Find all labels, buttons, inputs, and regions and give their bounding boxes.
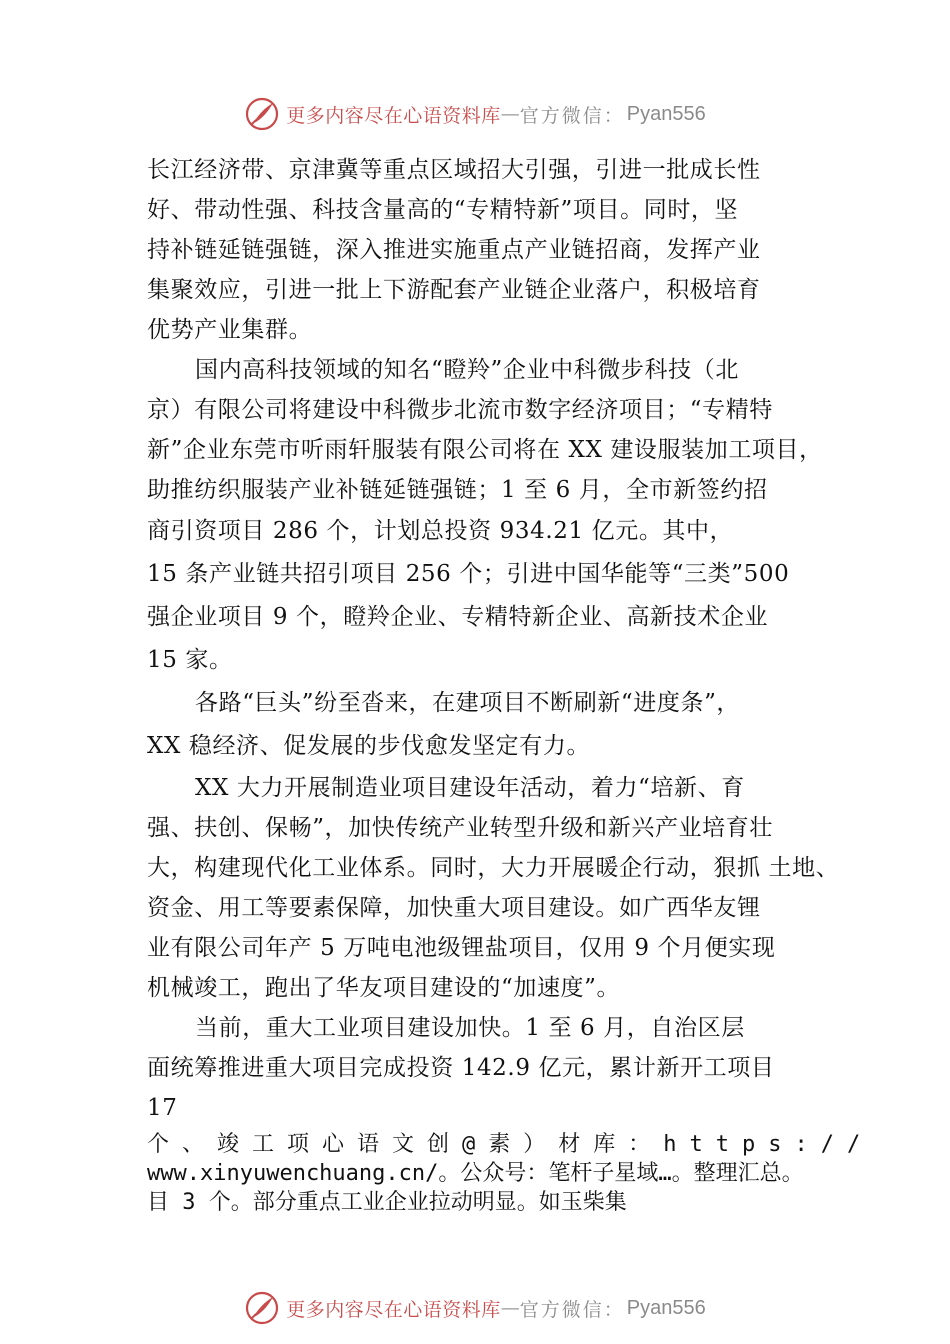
body-line: 国内高科技领域的知名“瞪羚”企业中科微步科技（北 (195, 357, 739, 383)
body-line: 集聚效应，引进一批上下游配套产业链企业落户，积极培育 (147, 277, 761, 303)
body-line: 持补链延链强链，深入推进实施重点产业链招商，发挥产业 (147, 237, 761, 263)
body-line: 京）有限公司将建设中科微步北流市数字经济项目；“专精特 (147, 397, 773, 423)
banner-dash: — (500, 1297, 520, 1319)
quill-logo-icon (244, 1290, 280, 1326)
body-line: 商引资项目 286 个，计划总投资 934.21 亿元。其中， (147, 518, 734, 544)
body-line: 当前，重大工业项目建设加快。1 至 6 月，自治区层 (195, 1015, 745, 1041)
banner-wechat-id: Pyan556 (626, 102, 706, 125)
banner-site-name: 更多内容尽在心语资料库 (286, 1298, 501, 1321)
banner-site-name: 更多内容尽在心语资料库 (286, 104, 501, 127)
banner-wechat-id: Pyan556 (626, 1296, 706, 1319)
mono-line: 个、竣工项心语文创@素）材库：https:// (147, 1132, 874, 1157)
header-banner (0, 92, 950, 136)
banner-wechat-label: 官方微信： (519, 104, 625, 127)
body-line: 业有限公司年产 5 万吨电池级锂盐项目，仅用 9 个月便实现 (147, 935, 776, 961)
mono-line: 目 3 个。部分重点工业企业拉动明显。如玉柴集 (147, 1190, 627, 1215)
quill-logo-icon (244, 96, 280, 132)
body-line: 面统筹推进重大项目完成投资 142.9 亿元，累计新开工项目 (147, 1055, 775, 1081)
body-line: 大，构建现代化工业体系。同时，大力开展暖企行动，狠抓 土地、 (147, 855, 840, 881)
banner-dash: — (500, 103, 520, 125)
body-line: 新”企业东莞市听雨轩服装有限公司将在 XX 建设服装加工项目， (147, 437, 823, 463)
body-line: 长江经济带、京津冀等重点区域招大引强，引进一批成长性 (147, 157, 761, 183)
banner-wechat-label: 官方微信： (519, 1298, 625, 1321)
body-line: 17 (147, 1095, 178, 1121)
body-line: 机械竣工，跑出了华友项目建设的“加速度”。 (147, 975, 621, 1001)
body-line: XX 稳经济、促发展的步伐愈发坚定有力。 (147, 733, 591, 759)
footer-banner (0, 1286, 950, 1330)
body-line: 各路“巨头”纷至沓来，在建项目不断刷新“进度条”， (195, 690, 741, 716)
body-line: 15 条产业链共招引项目 256 个；引进中国华能等“三类”500 (147, 561, 790, 587)
body-line: 好、带动性强、科技含量高的“专精特新”项目。同时，坚 (147, 197, 739, 223)
body-line: 优势产业集群。 (147, 317, 313, 343)
body-line: 资金、用工等要素保障，加快重大项目建设。如广西华友锂 (147, 895, 761, 921)
body-line: 强、扶创、保畅”，加快传统产业转型升级和新兴产业培育壮 (147, 815, 773, 841)
body-line: 助推纺织服装产业补链延链强链；1 至 6 月，全市新签约招 (147, 477, 768, 503)
body-line: XX 大力开展制造业项目建设年活动，着力“培新、育 (195, 775, 745, 801)
mono-line: www.xinyuwenchuang.cn/。公众号：笔杆子星域…。整理汇总。 (147, 1161, 804, 1186)
watermark-text-block (147, 1130, 874, 1217)
body-line: 15 家。 (147, 647, 233, 673)
document-body (147, 150, 874, 1217)
body-line: 强企业项目 9 个，瞪羚企业、专精特新企业、高新技术企业 (147, 604, 769, 630)
